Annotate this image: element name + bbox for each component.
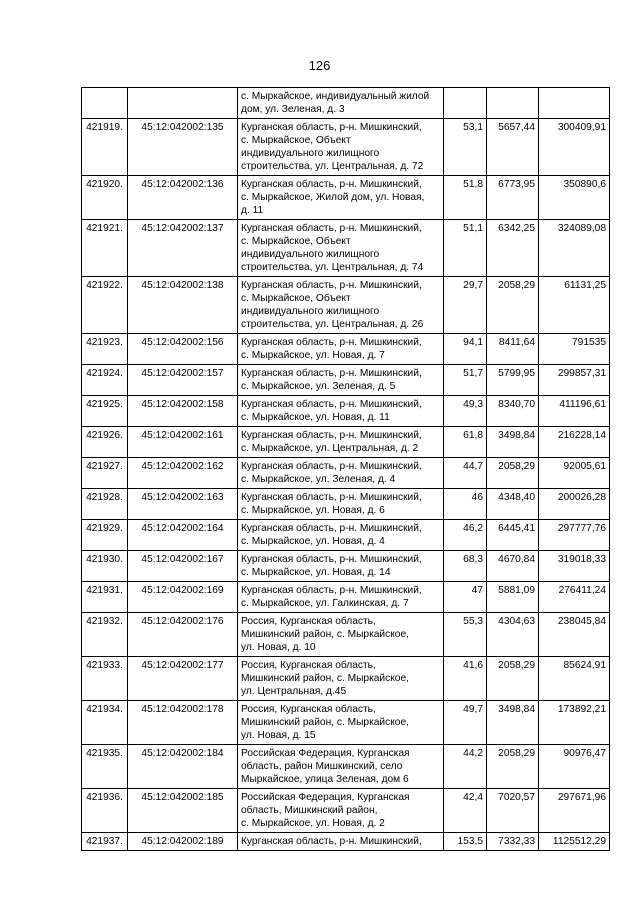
- table-row: [82, 176, 610, 220]
- table-row: [82, 657, 610, 701]
- rate-cell: 6773,95: [487, 176, 539, 220]
- rate-cell: 2058,29: [487, 277, 539, 334]
- row-number-cell: 421927.: [82, 458, 128, 489]
- address-cell: Курганская область, р-н. Мишкинский, с. Мыркайское, ул. Новая, д. 6: [238, 489, 444, 520]
- area-cell: 153,5: [444, 833, 487, 851]
- area-cell: 61,8: [444, 427, 487, 458]
- area-cell: [444, 88, 487, 119]
- area-cell: 29,7: [444, 277, 487, 334]
- area-cell: 49,7: [444, 701, 487, 745]
- table-row: [82, 277, 610, 334]
- table-row: [82, 551, 610, 582]
- cadastral-number-cell: 45:12:042002:189: [128, 833, 238, 851]
- cadastral-number-cell: 45:12:042002:135: [128, 119, 238, 176]
- table-row: [82, 396, 610, 427]
- address-cell: Курганская область, р-н. Мишкинский, с. Мыркайское, Объект индивидуального жилищного строительства, ул. Центральная, д. 26: [238, 277, 444, 334]
- rate-cell: 8340,70: [487, 396, 539, 427]
- address-cell: Курганская область, р-н. Мишкинский, с. Мыркайское, ул. Центральная, д. 2: [238, 427, 444, 458]
- address-cell: Курганская область, р-н. Мишкинский, с. Мыркайское, ул. Новая, д. 7: [238, 334, 444, 365]
- row-number-cell: [82, 88, 128, 119]
- area-cell: 94,1: [444, 334, 487, 365]
- rate-cell: 5657,44: [487, 119, 539, 176]
- cadastral-number-cell: 45:12:042002:163: [128, 489, 238, 520]
- table-row: [82, 365, 610, 396]
- value-cell: 85624,91: [539, 657, 610, 701]
- address-cell: Курганская область, р-н. Мишкинский, с. Мыркайское, Объект индивидуального жилищного строительства, ул. Центральная, д. 74: [238, 220, 444, 277]
- page-number: 126: [308, 58, 331, 73]
- value-cell: 200026,28: [539, 489, 610, 520]
- row-number-cell: 421929.: [82, 520, 128, 551]
- value-cell: 299857,31: [539, 365, 610, 396]
- rate-cell: 7020,57: [487, 789, 539, 833]
- row-number-cell: 421933.: [82, 657, 128, 701]
- value-cell: 300409,91: [539, 119, 610, 176]
- registry-table: [81, 87, 610, 851]
- cadastral-number-cell: 45:12:042002:137: [128, 220, 238, 277]
- area-cell: 44,7: [444, 458, 487, 489]
- area-cell: 46,2: [444, 520, 487, 551]
- value-cell: 276411,24: [539, 582, 610, 613]
- cadastral-number-cell: 45:12:042002:177: [128, 657, 238, 701]
- address-cell: Курганская область, р-н. Мишкинский, с. Мыркайское, ул. Новая, д. 14: [238, 551, 444, 582]
- table-row: [82, 613, 610, 657]
- cadastral-number-cell: 45:12:042002:178: [128, 701, 238, 745]
- rate-cell: 6445,41: [487, 520, 539, 551]
- value-cell: 350890,6: [539, 176, 610, 220]
- address-cell: Курганская область, р-н. Мишкинский, с. Мыркайское, Жилой дом, ул. Новая, д. 11: [238, 176, 444, 220]
- row-number-cell: 421936.: [82, 789, 128, 833]
- table-row: [82, 745, 610, 789]
- area-cell: 44,2: [444, 745, 487, 789]
- rate-cell: [487, 88, 539, 119]
- cadastral-number-cell: 45:12:042002:162: [128, 458, 238, 489]
- address-cell: Курганская область, р-н. Мишкинский, с. Мыркайское, ул. Зеленая, д. 5: [238, 365, 444, 396]
- rate-cell: 5799,95: [487, 365, 539, 396]
- table-row: [82, 119, 610, 176]
- address-cell: Россия, Курганская область, Мишкинский район, с. Мыркайское, ул. Центральная, д.45: [238, 657, 444, 701]
- row-number-cell: 421930.: [82, 551, 128, 582]
- area-cell: 53,1: [444, 119, 487, 176]
- row-number-cell: 421926.: [82, 427, 128, 458]
- address-cell: Российская Федерация, Курганская область, Мишкинский район, с. Мыркайское, ул. Новая, д. 2: [238, 789, 444, 833]
- rate-cell: 3498,84: [487, 427, 539, 458]
- row-number-cell: 421923.: [82, 334, 128, 365]
- row-number-cell: 421931.: [82, 582, 128, 613]
- value-cell: [539, 88, 610, 119]
- cadastral-number-cell: 45:12:042002:138: [128, 277, 238, 334]
- rate-cell: 6342,25: [487, 220, 539, 277]
- cadastral-number-cell: 45:12:042002:157: [128, 365, 238, 396]
- cadastral-number-cell: 45:12:042002:161: [128, 427, 238, 458]
- table-row: [82, 520, 610, 551]
- value-cell: 216228,14: [539, 427, 610, 458]
- cadastral-number-cell: [128, 88, 238, 119]
- area-cell: 51,7: [444, 365, 487, 396]
- rate-cell: 2058,29: [487, 458, 539, 489]
- rate-cell: 5881,09: [487, 582, 539, 613]
- cadastral-number-cell: 45:12:042002:176: [128, 613, 238, 657]
- rate-cell: 7332,33: [487, 833, 539, 851]
- value-cell: 238045,84: [539, 613, 610, 657]
- table-row: [82, 789, 610, 833]
- value-cell: 319018,33: [539, 551, 610, 582]
- value-cell: 92005,61: [539, 458, 610, 489]
- address-cell: Россия, Курганская область, Мишкинский район, с. Мыркайское, ул. Новая, д. 10: [238, 613, 444, 657]
- address-cell: Курганская область, р-н. Мишкинский,: [238, 833, 444, 851]
- area-cell: 49,3: [444, 396, 487, 427]
- cadastral-number-cell: 45:12:042002:185: [128, 789, 238, 833]
- area-cell: 42,4: [444, 789, 487, 833]
- area-cell: 51,1: [444, 220, 487, 277]
- address-cell: Россия, Курганская область, Мишкинский район, с. Мыркайское, ул. Новая, д. 15: [238, 701, 444, 745]
- area-cell: 47: [444, 582, 487, 613]
- table-row: [82, 334, 610, 365]
- table-row: [82, 833, 610, 851]
- rate-cell: 4304,63: [487, 613, 539, 657]
- row-number-cell: 421937.: [82, 833, 128, 851]
- row-number-cell: 421935.: [82, 745, 128, 789]
- address-cell: с. Мыркайское, индивидуальный жилой дом, ул. Зеленая, д. 3: [238, 88, 444, 119]
- cadastral-number-cell: 45:12:042002:156: [128, 334, 238, 365]
- area-cell: 41,6: [444, 657, 487, 701]
- value-cell: 411196,61: [539, 396, 610, 427]
- table-row: [82, 427, 610, 458]
- row-number-cell: 421919.: [82, 119, 128, 176]
- row-number-cell: 421924.: [82, 365, 128, 396]
- cadastral-number-cell: 45:12:042002:164: [128, 520, 238, 551]
- table-row: [82, 701, 610, 745]
- area-cell: 55,3: [444, 613, 487, 657]
- address-cell: Российская Федерация, Курганская область, район Мишкинский, село Мыркайское, улица Зеленая, дом 6: [238, 745, 444, 789]
- cadastral-number-cell: 45:12:042002:158: [128, 396, 238, 427]
- address-cell: Курганская область, р-н. Мишкинский, с. Мыркайское, ул. Новая, д. 11: [238, 396, 444, 427]
- value-cell: 297777,76: [539, 520, 610, 551]
- registry-table-body: [82, 88, 610, 851]
- row-number-cell: 421932.: [82, 613, 128, 657]
- rate-cell: 4348,40: [487, 489, 539, 520]
- address-cell: Курганская область, р-н. Мишкинский, с. Мыркайское, ул. Новая, д. 4: [238, 520, 444, 551]
- table-row: [82, 458, 610, 489]
- table-row: [82, 88, 610, 119]
- rate-cell: 2058,29: [487, 657, 539, 701]
- table-row: [82, 220, 610, 277]
- value-cell: 61131,25: [539, 277, 610, 334]
- cadastral-number-cell: 45:12:042002:136: [128, 176, 238, 220]
- area-cell: 51,8: [444, 176, 487, 220]
- row-number-cell: 421921.: [82, 220, 128, 277]
- row-number-cell: 421934.: [82, 701, 128, 745]
- area-cell: 68,3: [444, 551, 487, 582]
- table-row: [82, 582, 610, 613]
- address-cell: Курганская область, р-н. Мишкинский, с. Мыркайское, ул. Галкинская, д. 7: [238, 582, 444, 613]
- row-number-cell: 421922.: [82, 277, 128, 334]
- address-cell: Курганская область, р-н. Мишкинский, с. Мыркайское, ул. Зеленая, д. 4: [238, 458, 444, 489]
- cadastral-number-cell: 45:12:042002:167: [128, 551, 238, 582]
- rate-cell: 8411,64: [487, 334, 539, 365]
- row-number-cell: 421928.: [82, 489, 128, 520]
- cadastral-number-cell: 45:12:042002:169: [128, 582, 238, 613]
- table-row: [82, 489, 610, 520]
- rate-cell: 2058,29: [487, 745, 539, 789]
- value-cell: 324089,08: [539, 220, 610, 277]
- value-cell: 173892,21: [539, 701, 610, 745]
- row-number-cell: 421925.: [82, 396, 128, 427]
- value-cell: 791535: [539, 334, 610, 365]
- value-cell: 297671,96: [539, 789, 610, 833]
- address-cell: Курганская область, р-н. Мишкинский, с. Мыркайское, Объект индивидуального жилищного строительства, ул. Центральная, д. 72: [238, 119, 444, 176]
- area-cell: 46: [444, 489, 487, 520]
- rate-cell: 4670,84: [487, 551, 539, 582]
- cadastral-number-cell: 45:12:042002:184: [128, 745, 238, 789]
- value-cell: 90976,47: [539, 745, 610, 789]
- row-number-cell: 421920.: [82, 176, 128, 220]
- rate-cell: 3498,84: [487, 701, 539, 745]
- value-cell: 1125512,29: [539, 833, 610, 851]
